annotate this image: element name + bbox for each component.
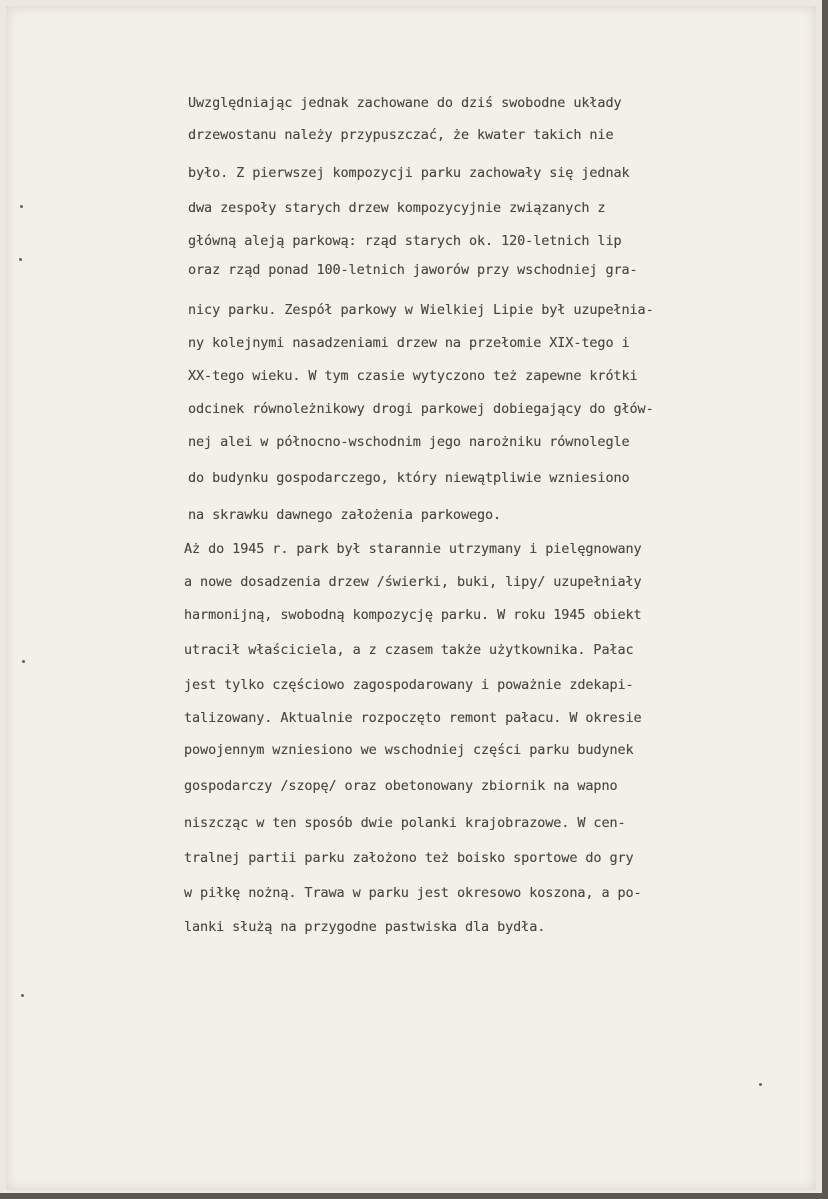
margin-mark bbox=[20, 205, 23, 208]
margin-mark bbox=[759, 1083, 762, 1086]
text-line: a nowe dosadzenia drzew /świerki, buki, lipy/ uzupełniały bbox=[184, 574, 642, 590]
text-line: jest tylko częściowo zagospodarowany i poważnie zdekapi- bbox=[184, 677, 634, 693]
text-line: gospodarczy /szopę/ oraz obetonowany zbiornik na wapno bbox=[184, 778, 618, 794]
text-line: XX-tego wieku. W tym czasie wytyczono też zapewne krótki bbox=[188, 368, 638, 384]
text-line: na skrawku dawnego założenia parkowego. bbox=[188, 507, 502, 523]
margin-mark bbox=[21, 994, 24, 997]
text-line: dwa zespoły starych drzew kompozycyjnie związanych z bbox=[188, 200, 606, 216]
text-line: utracił właściciela, a z czasem także użytkownika. Pałac bbox=[184, 642, 634, 658]
margin-mark bbox=[22, 660, 25, 663]
margin-mark bbox=[19, 258, 22, 261]
text-line: do budynku gospodarczego, który niewątpliwie wzniesiono bbox=[188, 470, 630, 486]
text-line: nicy parku. Zespół parkowy w Wielkiej Lipie był uzupełnia- bbox=[188, 302, 654, 318]
text-line: niszcząc w ten sposób dwie polanki krajobrazowe. W cen- bbox=[184, 815, 626, 831]
text-line: Uwzględniając jednak zachowane do dziś swobodne układy bbox=[188, 95, 622, 111]
text-line: tralnej partii parku założono też boisko sportowe do gry bbox=[184, 850, 634, 866]
text-line: Aż do 1945 r. park był starannie utrzymany i pielęgnowany bbox=[184, 541, 642, 557]
text-line: było. Z pierwszej kompozycji parku zachowały się jednak bbox=[188, 165, 630, 181]
text-line: powojennym wzniesiono we wschodniej części parku budynek bbox=[184, 742, 634, 758]
text-line: lanki służą na przygodne pastwiska dla bydła. bbox=[184, 919, 546, 935]
text-line: ny kolejnymi nasadzeniami drzew na przełomie XIX-tego i bbox=[188, 335, 630, 351]
text-line: harmonijną, swobodną kompozycję parku. W roku 1945 obiekt bbox=[184, 607, 642, 623]
text-line: nej alei w północno-wschodnim jego narożniku równolegle bbox=[188, 434, 630, 450]
text-line: drzewostanu należy przypuszczać, że kwater takich nie bbox=[188, 127, 614, 143]
text-line: w piłkę nożną. Trawa w parku jest okresowo koszona, a po- bbox=[184, 885, 642, 901]
text-line: odcinek równoleżnikowy drogi parkowej dobiegający do głów- bbox=[188, 401, 654, 417]
text-line: główną aleją parkową: rząd starych ok. 120-letnich lip bbox=[188, 233, 622, 249]
text-line: talizowany. Aktualnie rozpoczęto remont pałacu. W okresie bbox=[184, 710, 642, 726]
text-line: oraz rząd ponad 100-letnich jaworów przy wschodniej gra- bbox=[188, 262, 638, 278]
